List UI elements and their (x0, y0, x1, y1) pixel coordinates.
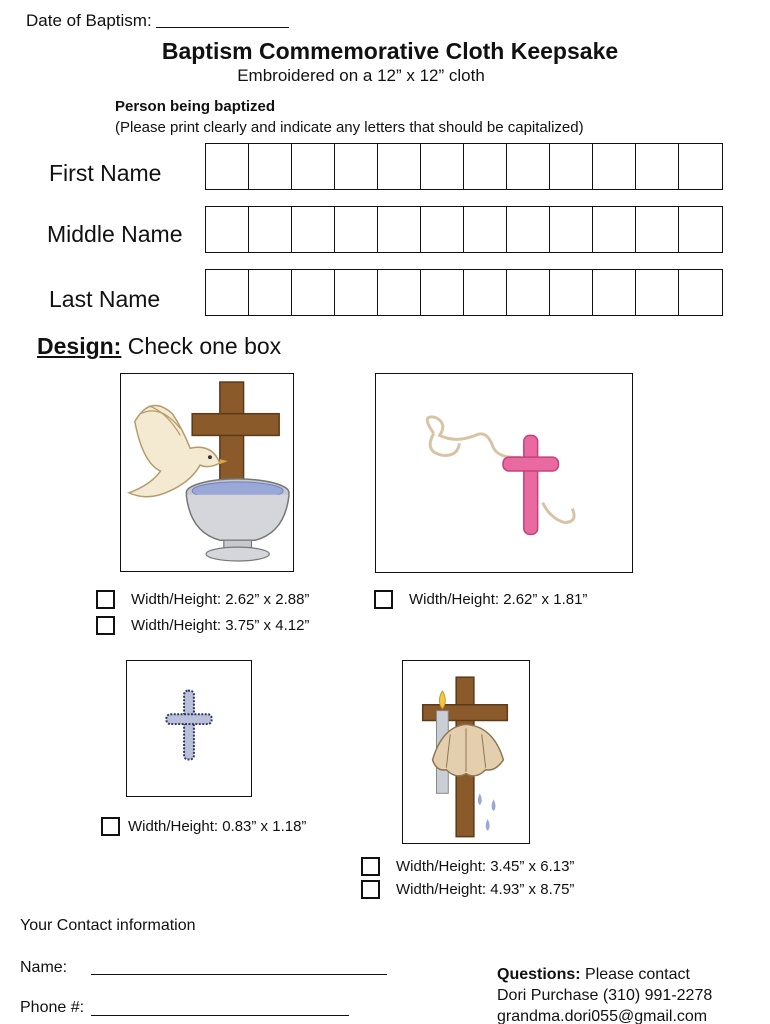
design-3-option-1[interactable] (101, 817, 306, 836)
design-heading (37, 333, 281, 360)
letter-box[interactable] (635, 206, 680, 253)
letter-box[interactable] (678, 269, 723, 316)
middle-name-label: Middle Name (47, 221, 183, 247)
letter-box[interactable] (291, 269, 336, 316)
letter-box[interactable] (592, 206, 637, 253)
letter-box[interactable] (549, 206, 594, 253)
letter-box[interactable] (205, 269, 250, 316)
design-4-option-1-checkbox[interactable] (361, 857, 380, 876)
design-1-option-2[interactable] (96, 616, 309, 635)
questions-label: Questions: (497, 966, 581, 983)
design-2-image (375, 373, 633, 573)
letter-box[interactable] (463, 143, 508, 190)
letter-box[interactable] (506, 143, 551, 190)
letter-box[interactable] (549, 143, 594, 190)
cross-candle-shell-icon (403, 661, 529, 843)
questions-contact: Dori Purchase (310) 991-2278 (497, 987, 713, 1004)
design-3-option-1-checkbox[interactable] (101, 817, 120, 836)
letter-box[interactable] (377, 269, 422, 316)
letter-box[interactable] (678, 206, 723, 253)
date-label: Date of Baptism: (26, 11, 152, 30)
design-4-option-2[interactable] (361, 880, 574, 899)
letter-box[interactable] (377, 206, 422, 253)
contact-name-row (20, 959, 67, 977)
letter-box[interactable] (635, 269, 680, 316)
letter-box[interactable] (549, 269, 594, 316)
letter-box[interactable] (420, 206, 465, 253)
letter-box[interactable] (334, 269, 379, 316)
design-4-option-2-checkbox[interactable] (361, 880, 380, 899)
letter-box[interactable] (463, 269, 508, 316)
design-3-image (126, 660, 252, 797)
letter-box[interactable] (334, 206, 379, 253)
design-4-option-1[interactable] (361, 857, 574, 876)
letter-box[interactable] (334, 143, 379, 190)
design-2-option-1-label: Width/Height: 2.62” x 1.81” (409, 591, 588, 608)
letter-box[interactable] (377, 143, 422, 190)
design-1-option-1-label: Width/Height: 2.62” x 2.88” (131, 591, 310, 608)
person-instructions: (Please print clearly and indicate any letters that should be capitalized) (115, 119, 584, 136)
letter-box[interactable] (635, 143, 680, 190)
design-2-option-1-checkbox[interactable] (374, 590, 393, 609)
letter-box[interactable] (420, 143, 465, 190)
date-of-baptism-field (26, 10, 289, 31)
letter-box[interactable] (248, 206, 293, 253)
letter-box[interactable] (506, 269, 551, 316)
page-title: Baptism Commemorative Cloth Keepsake (161, 38, 619, 64)
page-subtitle: Embroidered on a 12” x 12” cloth (237, 66, 485, 85)
contact-phone-line[interactable] (91, 1015, 349, 1016)
questions-email[interactable]: grandma.dori055@gmail.com (497, 1008, 708, 1024)
design-4-image (402, 660, 530, 844)
pink-swirl-cross-icon (376, 374, 632, 572)
design-heading-rest: Check one box (127, 333, 282, 359)
design-1-option-2-label: Width/Height: 3.75” x 4.12” (131, 617, 310, 634)
contact-phone-row (20, 999, 84, 1017)
contact-name-label: Name: (20, 959, 68, 976)
design-1-option-1-checkbox[interactable] (96, 590, 115, 609)
date-blank-line[interactable] (156, 10, 289, 28)
design-1-option-2-checkbox[interactable] (96, 616, 115, 635)
design-1-option-1[interactable] (96, 590, 309, 609)
questions-text: Please contact (585, 966, 690, 983)
letter-box[interactable] (248, 143, 293, 190)
letter-box[interactable] (248, 269, 293, 316)
letter-box[interactable] (592, 143, 637, 190)
person-label: Person being baptized (115, 98, 276, 115)
design-2-option-1[interactable] (374, 590, 587, 609)
middle-name-boxes (205, 206, 721, 253)
design-3-option-1-label: Width/Height: 0.83” x 1.18” (128, 818, 307, 835)
design-4-option-1-label: Width/Height: 3.45” x 6.13” (396, 858, 575, 875)
questions-block (497, 964, 712, 1024)
small-beaded-cross-icon (127, 661, 251, 796)
letter-box[interactable] (463, 206, 508, 253)
last-name-label: Last Name (49, 286, 161, 312)
first-name-boxes (205, 143, 721, 190)
design-heading-bold: Design: (37, 333, 122, 359)
design-1-image (120, 373, 294, 572)
letter-box[interactable] (592, 269, 637, 316)
design-4-option-2-label: Width/Height: 4.93” x 8.75” (396, 881, 575, 898)
last-name-boxes (205, 269, 721, 316)
contact-heading: Your Contact information (20, 917, 196, 934)
letter-box[interactable] (291, 206, 336, 253)
letter-box[interactable] (420, 269, 465, 316)
letter-box[interactable] (678, 143, 723, 190)
first-name-label: First Name (49, 160, 162, 186)
letter-box[interactable] (506, 206, 551, 253)
contact-name-line[interactable] (91, 974, 387, 975)
letter-box[interactable] (291, 143, 336, 190)
dove-cross-font-icon (121, 374, 293, 571)
contact-phone-label: Phone #: (20, 999, 85, 1016)
letter-box[interactable] (205, 143, 250, 190)
letter-box[interactable] (205, 206, 250, 253)
